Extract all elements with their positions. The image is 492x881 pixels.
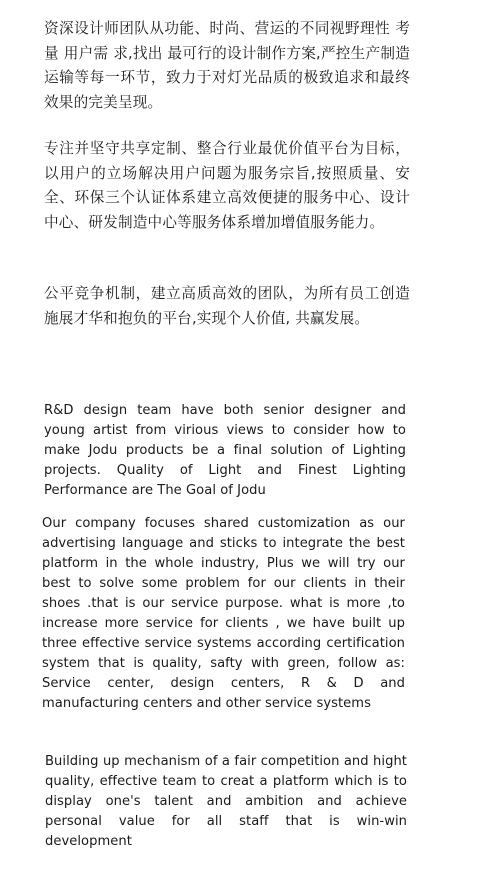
english-paragraph-service-platform: Our company focuses shared customization as our advertising language and sticks to integrate the best platform in the whole industry, Plus we will try our best to solve some problem for our clients in their shoes .that is our service purpose. what is more ,to increase more service for clients , we have built up three effective service systems according certification system that is quality, safty with green, follow as: Service center, design centers, R & D and manufacturing centers and other service systems	[42, 516, 405, 711]
chinese-paragraph-fair-competition: 公平竞争机制，建立高质高效的团队，为所有员工创造施展才华和抱负的平台,实现个人价值, 共赢发展。	[44, 285, 410, 327]
english-paragraph-fair-competition: Building up mechanism of a fair competition and hight quality, effective team to creat a platform which is to display one's talent and ambition and achieve personal value for all staff that is win-win development	[45, 754, 407, 849]
chinese-paragraph-service-platform: 专注并坚守共享定制、整合行业最优价值平台为目标，以用户的立场解决用户问题为服务宗旨,按照质量、安全、环保三个认证体系建立高效便捷的服务中心、设计中心、研发制造中心等服务体系增加增值服务能力。	[44, 140, 410, 231]
chinese-paragraph-design-team: 资深设计师团队从功能、时尚、营运的不同视野理性 考量 用户需 求,找出 最可行的设计制作方案,严控生产制造运输等每一环节，致力于对灯光品质的极致追求和最终效果的完美呈现。	[44, 20, 410, 111]
english-paragraph-design-team: R&D design team have both senior designer and young artist from virious views to consider how to make Jodu products be a final solution of Lighting projects. Quality of Light and Finest Lighting Performance are The Goal of Jodu	[44, 403, 406, 498]
